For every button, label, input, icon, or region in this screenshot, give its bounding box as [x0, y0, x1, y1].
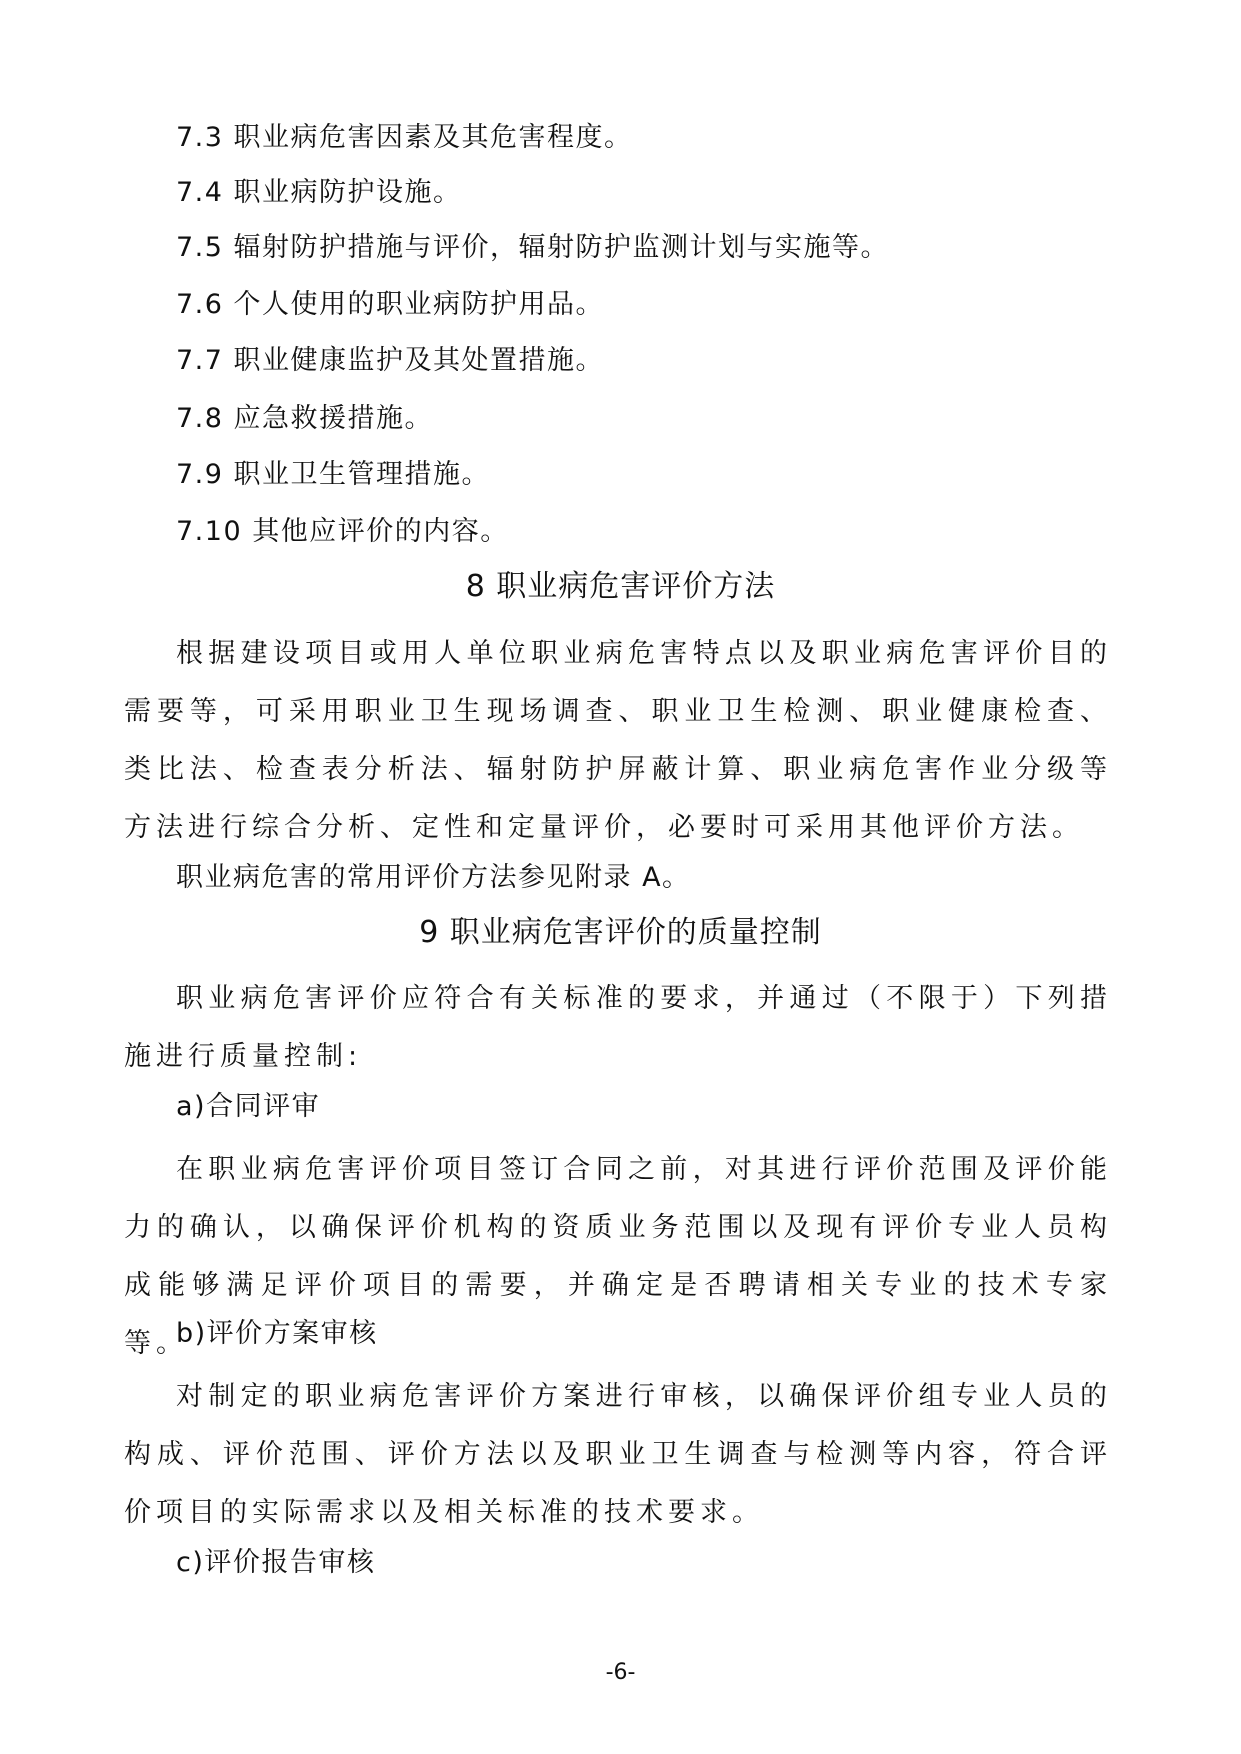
section-8-heading: 8 职业病危害评价方法 — [465, 569, 776, 604]
item-a-label: a)合同评审 — [176, 1091, 321, 1122]
item-7-6: 7.6 个人使用的职业病防护用品。 — [176, 289, 605, 320]
item-7-9: 7.9 职业卫生管理措施。 — [176, 459, 491, 490]
section-8-paragraph-2: 职业病危害的常用评价方法参见附录 A。 — [176, 862, 691, 893]
item-7-3: 7.3 职业病危害因素及其危害程度。 — [176, 122, 633, 153]
item-7-5: 7.5 辐射防护措施与评价，辐射防护监测计划与实施等。 — [176, 232, 890, 263]
item-b-label: b)评价方案审核 — [176, 1318, 378, 1349]
page-number: -6- — [605, 1660, 636, 1685]
item-a-text: 在职业病危害评价项目签订合同之前，对其进行评价范围及评价能力的确认，以确保评价机构的资质业务范围以及现有评价专业人员构成能够满足评价项目的需要，并确定是否聘请相关专业的技术专家等。 — [124, 1154, 1112, 1359]
item-7-4: 7.4 职业病防护设施。 — [176, 177, 462, 208]
item-c-label: c)评价报告审核 — [176, 1547, 376, 1578]
section-9-intro: 职业病危害评价应符合有关标准的要求，并通过（不限于）下列措施进行质量控制: — [124, 983, 1112, 1072]
section-9-heading: 9 职业病危害评价的质量控制 — [419, 915, 822, 950]
item-7-7: 7.7 职业健康监护及其处置措施。 — [176, 345, 605, 376]
item-7-10: 7.10 其他应评价的内容。 — [176, 516, 509, 547]
item-b-text: 对制定的职业病危害评价方案进行审核，以确保评价组专业人员的构成、评价范围、评价方法以及职业卫生调查与检测等内容，符合评价项目的实际需求以及相关标准的技术要求。 — [124, 1381, 1112, 1528]
section-8-paragraph-1: 根据建设项目或用人单位职业病危害特点以及职业病危害评价目的需要等，可采用职业卫生现场调查、职业卫生检测、职业健康检查、类比法、检查表分析法、辐射防护屏蔽计算、职业病危害作业分级等方法进行综合分析、定性和定量评价，必要时可采用其他评价方法。 — [124, 638, 1112, 843]
item-7-8: 7.8 应急救援措施。 — [176, 403, 434, 434]
